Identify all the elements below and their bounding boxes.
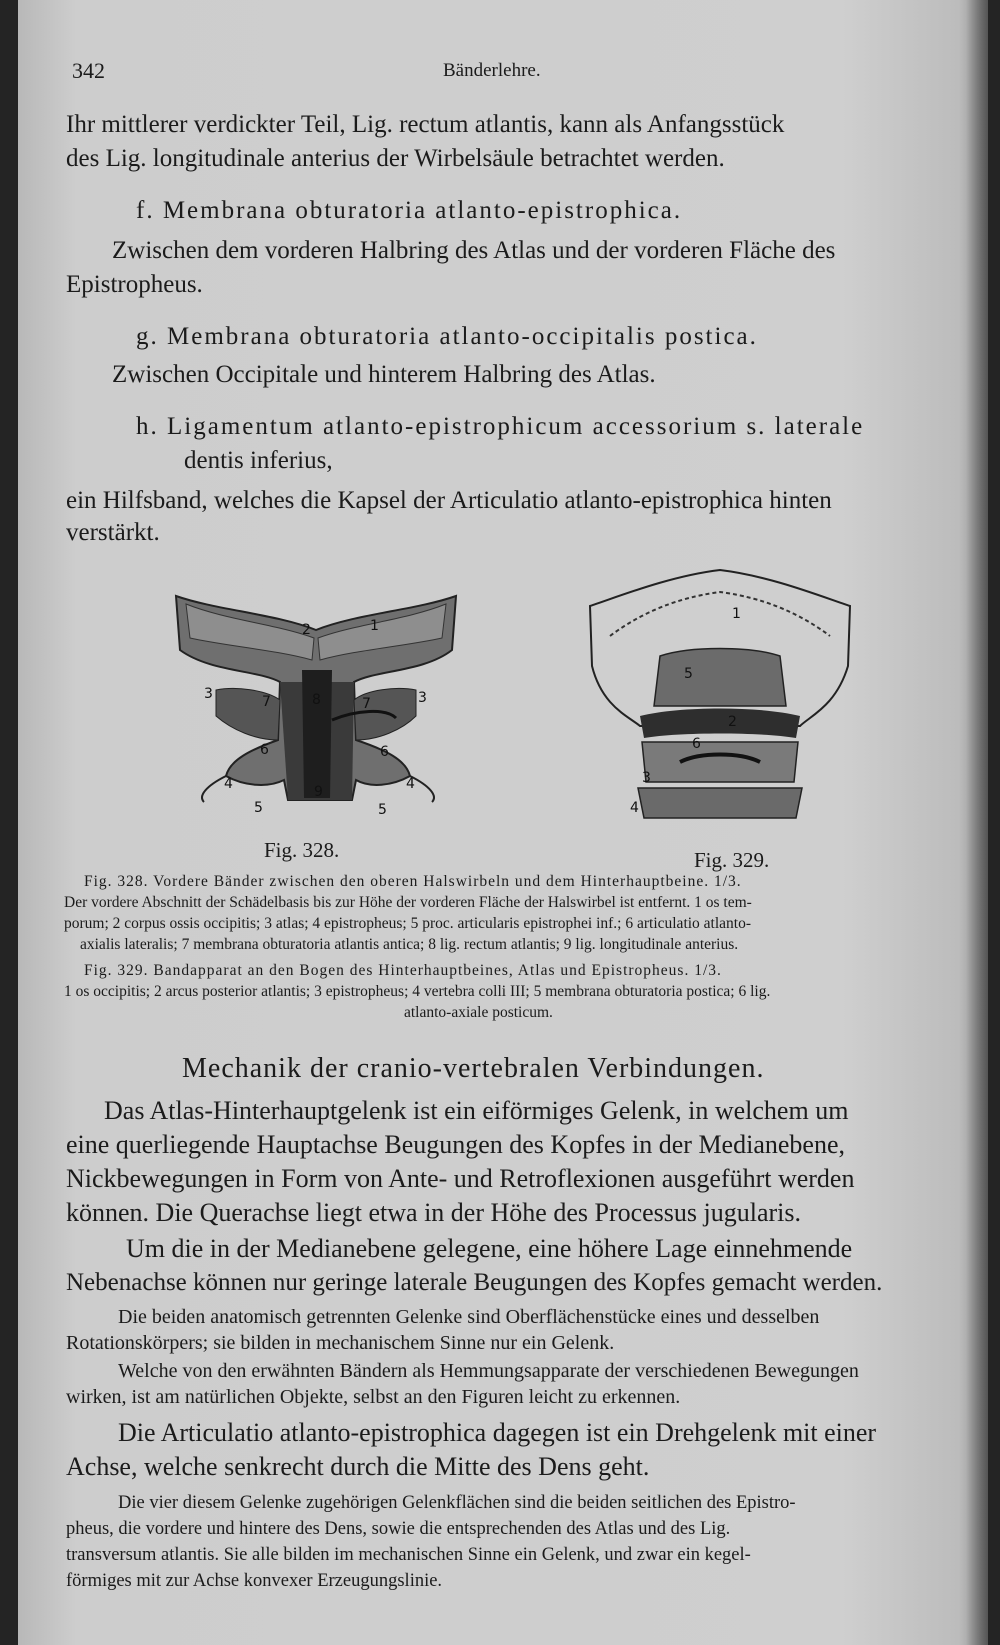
figure-328-illustration [156,590,476,835]
fig328-label: 3 [204,686,213,702]
fig328-label: 9 [314,784,323,800]
fig328-label: 1 [370,618,379,634]
fig329-label: 2 [728,714,737,730]
fig329-label: 1 [732,606,741,622]
body-line: Um die in der Medianebene gelegene, eine höhere Lage einnehmende [126,1234,853,1263]
fig328-label: 4 [224,776,233,792]
section-text: Zwischen dem vorderen Halbring des Atlas und der vorderen Fläche des [112,237,836,264]
fig329-label: 4 [630,800,639,816]
fig329-label: 6 [692,736,701,752]
intro-line: Ihr mittlerer verdickter Teil, Lig. rectum atlantis, kann als Anfangsstück [66,111,785,138]
intro-line: des Lig. longitudinale anterius der Wirbelsäule betrachtet werden. [66,145,725,172]
fig328-label: 3 [418,690,427,706]
section-text: ein Hilfsband, welches die Kapsel der Articulatio atlanto-epistrophica hinten [66,487,832,514]
fig328-label: 7 [362,696,371,712]
small-line: wirken, ist am natürlichen Objekte, selbst an den Figuren leicht zu erkennen. [66,1386,681,1408]
legend-line: Fig. 328. Vordere Bänder zwischen den oberen Halswirbeln und dem Hinterhauptbeine. 1/3. [84,873,742,890]
page-edge-shadow [966,0,988,1645]
small-line: pheus, die vordere und hintere des Dens, sowie die entsprechenden des Atlas und des Lig. [66,1519,731,1539]
legend-line: Fig. 329. Bandapparat an den Bogen des Hinterhauptbeines, Atlas und Epistropheus. 1/3. [84,962,722,979]
fig329-label: 3 [642,770,651,786]
legend-line: axialis lateralis; 7 membrana obturatoria atlantis antica; 8 lig. rectum atlantis; 9 lig. longitudinale anterius. [80,936,739,953]
fig328-label: 5 [254,800,263,816]
body-line: können. Die Querachse liegt etwa in der Höhe des Processus jugularis. [66,1198,802,1227]
small-line: Die vier diesem Gelenke zugehörigen Gelenkflächen sind die beiden seitlichen des Epistro- [118,1493,796,1513]
fig329-label: 5 [684,666,693,682]
section-heading-h: h. Ligamentum atlanto-epistrophicum accessorium s. laterale [136,413,865,440]
section-heading-h-cont: dentis inferius, [184,447,333,474]
fig328-label: 6 [260,742,269,758]
small-line: Rotationskörpers; sie bilden in mechanischem Sinne nur ein Gelenk. [66,1332,615,1354]
mechanik-heading: Mechanik der cranio-vertebralen Verbindungen. [182,1053,765,1084]
body-line: Achse, welche senkrecht durch die Mitte des Dens geht. [66,1452,650,1481]
fig328-label: 5 [378,802,387,818]
section-text: Zwischen Occipitale und hinterem Halbring des Atlas. [112,361,656,388]
section-heading-g: g. Membrana obturatoria atlanto-occipitalis postica. [136,323,758,350]
small-line: förmiges mit zur Achse konvexer Erzeugungslinie. [66,1571,443,1591]
section-text: Epistropheus. [66,271,203,298]
book-page [18,0,988,1645]
body-line: Nickbewegungen in Form von Ante- und Retroflexionen ausgeführt werden [66,1164,855,1193]
body-line: eine querliegende Hauptachse Beugungen des Kopfes in der Medianebene, [66,1130,845,1159]
small-line: Die beiden anatomisch getrennten Gelenke sind Oberflächenstücke eines und desselben [118,1306,820,1328]
body-line: Nebenachse können nur geringe laterale Beugungen des Kopfes gemacht werden. [66,1269,883,1296]
small-line: transversum atlantis. Sie alle bilden im mechanischen Sinne ein Gelenk, und zwar ein kegel- [66,1545,751,1565]
figure-328-caption: Fig. 328. [264,838,340,862]
fig328-label: 6 [380,744,389,760]
section-text: verstärkt. [66,519,160,546]
fig328-label: 2 [302,622,311,638]
fig328-label: 4 [406,776,415,792]
body-line: Die Articulatio atlanto-epistrophica dagegen ist ein Drehgelenk mit einer [118,1418,877,1447]
figure-329-caption: Fig. 329. [694,848,770,872]
small-line: Welche von den erwähnten Bändern als Hemmungsapparate der verschiedenen Bewegungen [118,1360,859,1382]
body-line: Das Atlas-Hinterhauptgelenk ist ein eiförmiges Gelenk, in welchem um [104,1096,849,1125]
figure-329-illustration [580,566,860,831]
running-title: Bänderlehre. [443,60,541,81]
legend-line: porum; 2 corpus ossis occipitis; 3 atlas; 4 epistropheus; 5 proc. articularis epistrophei inf.; 6 articulatio atlanto- [64,915,752,932]
page-number: 342 [72,58,105,83]
legend-line: 1 os occipitis; 2 arcus posterior atlantis; 3 epistropheus; 4 vertebra colli III; 5 membrana obturatoria postica; 6 lig. [64,983,771,1000]
legend-line: Der vordere Abschnitt der Schädelbasis bis zur Höhe der vorderen Fläche der Halswirbel ist entfernt. 1 os tem- [64,894,752,911]
fig328-label: 8 [312,692,321,708]
section-heading-f: f. Membrana obturatoria atlanto-epistrophica. [136,197,683,224]
fig328-label: 7 [262,694,271,710]
legend-line: atlanto-axiale posticum. [404,1004,553,1021]
